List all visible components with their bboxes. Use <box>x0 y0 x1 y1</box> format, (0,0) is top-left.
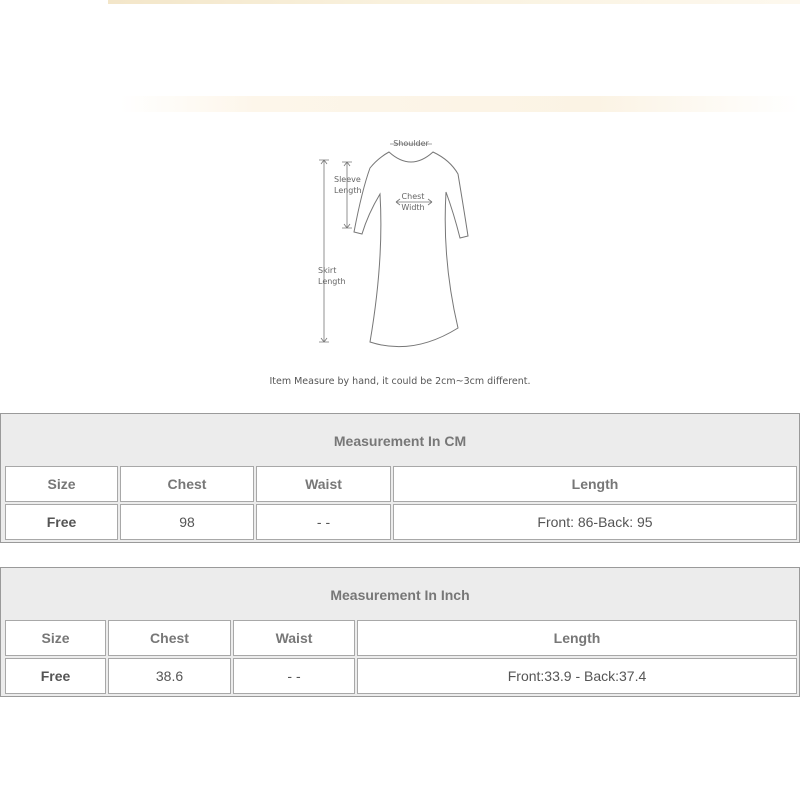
cell-length: Front:33.9 - Back:37.4 <box>357 658 797 694</box>
header-size: Size <box>5 466 118 502</box>
table-title-inch: Measurement In Inch <box>330 587 470 603</box>
cell-waist: - - <box>233 658 355 694</box>
sleeve-length-arrow <box>342 162 352 228</box>
sleeve-length-label-2: Length <box>334 186 362 195</box>
top-banner-strip <box>108 0 800 4</box>
skirt-length-label-2: Length <box>318 277 346 286</box>
header-waist: Waist <box>256 466 391 502</box>
decorative-glow-strip <box>120 96 800 112</box>
dress-measurement-diagram <box>300 130 500 360</box>
header-size: Size <box>5 620 106 656</box>
table-title-cm: Measurement In CM <box>333 433 467 449</box>
cell-chest: 38.6 <box>108 658 231 694</box>
header-chest: Chest <box>108 620 231 656</box>
dress-outline <box>354 152 468 347</box>
chest-width-label-1: Chest <box>401 192 425 201</box>
cell-waist: - - <box>256 504 391 540</box>
header-length: Length <box>357 620 797 656</box>
shoulder-label: Shoulder <box>393 139 429 148</box>
header-waist: Waist <box>233 620 355 656</box>
header-length: Length <box>393 466 797 502</box>
skirt-length-arrow <box>319 160 329 342</box>
cell-size: Free <box>5 504 118 540</box>
skirt-length-label-1: Skirt <box>318 266 337 275</box>
cell-size: Free <box>5 658 106 694</box>
cell-length: Front: 86-Back: 95 <box>393 504 797 540</box>
dress-outline-svg <box>300 130 500 360</box>
size-table-inch <box>0 567 800 697</box>
measure-note: Item Measure by hand, it could be 2cm~3cm different. <box>269 376 531 387</box>
cell-chest: 98 <box>120 504 254 540</box>
size-table-cm <box>0 413 800 543</box>
header-chest: Chest <box>120 466 254 502</box>
sleeve-length-label-1: Sleeve <box>334 175 361 184</box>
chest-width-label-2: Width <box>401 203 425 212</box>
